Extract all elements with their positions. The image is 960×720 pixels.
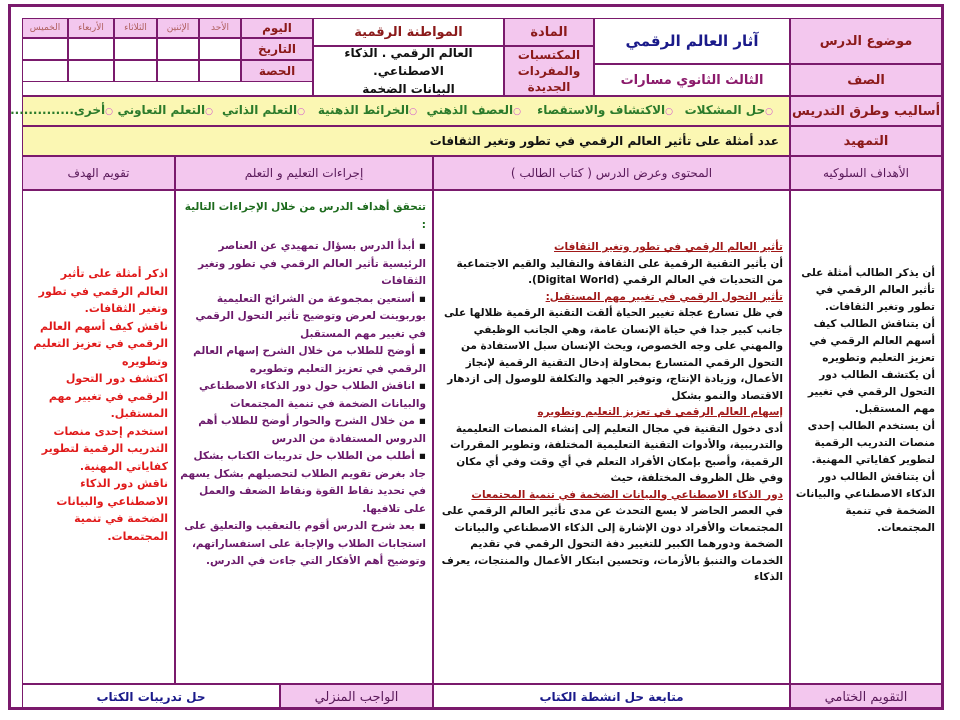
method-label: التعلم التعاوني [117, 103, 206, 117]
final-assessment-value: متابعة حل انشطة الكتاب [433, 684, 790, 710]
day-thu: الخميس [22, 18, 68, 38]
assessment-item: ناقش كيف أسهم العالم الرقمي في تعزيز التعليم وتطويره [33, 319, 168, 368]
method-label: أخرى.............. [10, 103, 106, 117]
content-heading: دور الذكاء الاصطناعي والبيانات الضخمة في تنمية المجتمعات [471, 488, 783, 501]
method-label: الاكتشاف والاستقصاء [537, 103, 666, 117]
subject-label: المادة [504, 18, 594, 46]
day-label: اليوم [241, 18, 313, 38]
final-assessment-label: التقويم الختامي [790, 684, 942, 710]
col-procedures-header: إجراءات التعليم و التعلم [175, 156, 433, 190]
content-heading: تأثير التحول الرقمي في تغيير مهم المستقبل: [545, 290, 783, 303]
behavioral-goal: أن يتناقش الطالب كيف أسهم العالم الرقمي في تعزيز التعليم وتطويره [809, 318, 935, 364]
outer-frame [8, 4, 944, 710]
gains-label-line-1: المكتسبات [517, 48, 581, 62]
checkbox-icon: ○ [105, 107, 113, 117]
col-content-header: المحتوى وعرض الدرس ( كتاب الطالب ) [433, 156, 790, 190]
assessment-item: اذكر أمثلة على تأثير العالم الرقمي في تطور وتغير الثقافات. [38, 267, 168, 315]
assessment-item: ناقش دور الذكاء الاصطناعي والبيانات الضخمة في تنمية المجتمعات. [56, 477, 168, 543]
checkbox-icon: ○ [665, 107, 673, 117]
behavioral-goal: أن يذكر الطالب أمثلة على تأثير العالم الرقمي في تطور وتغير الثقافات. [801, 267, 935, 313]
homework-value: حل تدريبات الكتاب [22, 684, 280, 710]
day-tue: الثلاثاء [114, 18, 157, 38]
behavioral-goal: أن يستخدم الطالب إحدى منصات التدريب الرقمية لتطوير كفاياتي المهنية. [807, 420, 935, 466]
lesson-topic-value: آثار العالم الرقمي [594, 18, 790, 64]
lesson-plan [8, 4, 944, 710]
checkbox-icon: ○ [765, 107, 773, 117]
method-label: التعلم الذاتي [222, 103, 298, 117]
period-label: الحصة [241, 60, 313, 82]
gains-value-line-2: البيانات الضخمة [362, 82, 455, 96]
subject-value: المواطنة الرقمية [313, 18, 504, 46]
checkbox-icon: ○ [513, 107, 521, 117]
procedure-item: ▪ أوضح للطلاب من خلال الشرح إسهام العالم الرقمي في تعزيز التعليم وتطويره [180, 343, 426, 378]
col-behavioral-header: الأهداف السلوكيه [790, 156, 942, 190]
intro-text: عدد أمثلة على تأثير العالم الرقمي في تطور وتغير الثقافات [22, 126, 790, 156]
checkbox-icon: ○ [409, 107, 417, 117]
procedure-item: ▪ من خلال الشرح والحوار أوضح للطلاب أهم الدروس المستفادة من الدرس [180, 413, 426, 448]
date-label: التاريخ [241, 38, 313, 60]
procedure-item: ▪ أستعين بمجموعة من الشرائح التعليمية بوربوينت لعرض وتوضيح تأثير التحول الرقمي في تغيير مهم المستقبل [180, 291, 426, 344]
methods-label: أساليب وطرق التدريس [790, 96, 942, 126]
procedure-item: ▪ أبدأ الدرس بسؤال تمهيدي عن العناصر الرئيسية تأثير العالم الرقمي في تطور وتغير الثقافات [180, 238, 426, 291]
checkbox-icon: ○ [297, 107, 305, 117]
homework-label: الواجب المنزلي [280, 684, 433, 710]
content-paragraph: أدى دخول التقنية في مجال التعليم إلى إنشاء المنصات التعليمية والتدريبية، والأدوات التقنية التعليمية المختلفة، وتطوير المقررات الرقمية، وأصبح بإمكان الأفراد التعلم في أي وقت وفي أي مكان وفي ظل الظروف المختلفة، حيث [450, 422, 783, 484]
content-paragraph: في العصر الحاضر لا يسع التحدث عن مدى تأثير العالم الرقمي على المجتمعات والأفراد دون الإشارة إلى الذكاء الاصطناعي والبيانات الضخمة ودورهما الكبير للتغيير دفة التحول الرقمي في تقديم الخدمات والتنبؤ بالأزمات، وتحسين ابتكار الأعمال والمنتجات، يعرف الذكاء [441, 505, 783, 583]
behavioral-goal: أن يتناقش الطالب دور الذكاء الاصطناعي والبيانات الضخمة في تنمية المجتمعات. [795, 471, 935, 534]
gains-value-line-1: العالم الرقمي . الذكاء الاصطناعي. [344, 46, 473, 78]
intro-label: التمهيد [790, 126, 942, 156]
procedure-item: ▪ اناقش الطلاب حول دور الذكاء الاصطناعي والبيانات الضخمة في تنمية المجتمعات [180, 378, 426, 413]
day-sun: الأحد [199, 18, 241, 38]
grade-label: الصف [790, 64, 942, 96]
procedures-heading: تتحقق أهداف الدرس من خلال الإجراءات التالية : [184, 201, 426, 231]
grade-value: الثالث الثانوي مسارات [594, 64, 790, 96]
day-wed: الأربعاء [68, 18, 114, 38]
lesson-topic-label: موضوع الدرس [790, 18, 942, 64]
day-mon: الإثنين [157, 18, 199, 38]
assessment-item: اكتشف دور التحول الرقمي في تغيير مهم المستقبل. [48, 372, 168, 420]
method-label: حل المشكلات [684, 103, 766, 117]
method-label: الخرائط الذهنية [317, 103, 410, 117]
content-heading: إسهام العالم الرقمي في تعزيز التعليم وتطويره [537, 406, 783, 418]
procedure-item: ▪ أطلب من الطلاب حل تدريبات الكتاب بشكل جاد بغرض تقويم الطلاب لتحصيلهم بشكل يسهم في تحديد نقاط القوة ونقاط الضعف والعمل على تلافيها. [180, 448, 426, 518]
content-heading: تأثير العالم الرقمي في تطور وتغير الثقافات [554, 241, 783, 253]
content-paragraph: في ظل تسارع عجلة تغيير الحياة ألقت التقنية الرقمية ظلالها على جانب كبير جدا في حياة الإنسان عامة، وهي الجانب الوظيفي والمهني على وجه الخصوص، ويحث الإنسان سبل الاستفادة من التحول الرقمي المتسارع بمحاولة إدخال التقنية الرقمية لإنجاز الأعمال، وزيادة الإنتاج، وتوفير الجهد والتكلفة للوصول إلى ازدهار الاقتصاد والنمو بشكل [444, 307, 783, 402]
assessment-item: استخدم إحدى منصات التدريب الرقمية لتطوير كفاياتي المهنية. [41, 424, 168, 473]
method-label: العصف الذهني [426, 103, 514, 117]
gains-label-line-2: والمفردات الجديدة [517, 64, 581, 94]
procedure-item: ▪ بعد شرح الدرس أقوم بالتعقيب والتعليق على استجابات الطلاب والإجابة على استفساراتهم، وتوضيح أهم الأفكار التي جاءت في الدرس. [180, 518, 426, 571]
behavioral-goal: أن يكتشف الطالب دور التحول الرقمي في تغيير مهم المستقبل. [807, 369, 935, 415]
content-paragraph: أن يأثير التقنية الرقمية على الثقافة والتقاليد والقيم الاجتماعية من التحديات في العالم الرقمي (Digital World). [456, 257, 783, 286]
col-assessment-header: تقويم الهدف [22, 156, 175, 190]
checkbox-icon: ○ [205, 107, 213, 117]
